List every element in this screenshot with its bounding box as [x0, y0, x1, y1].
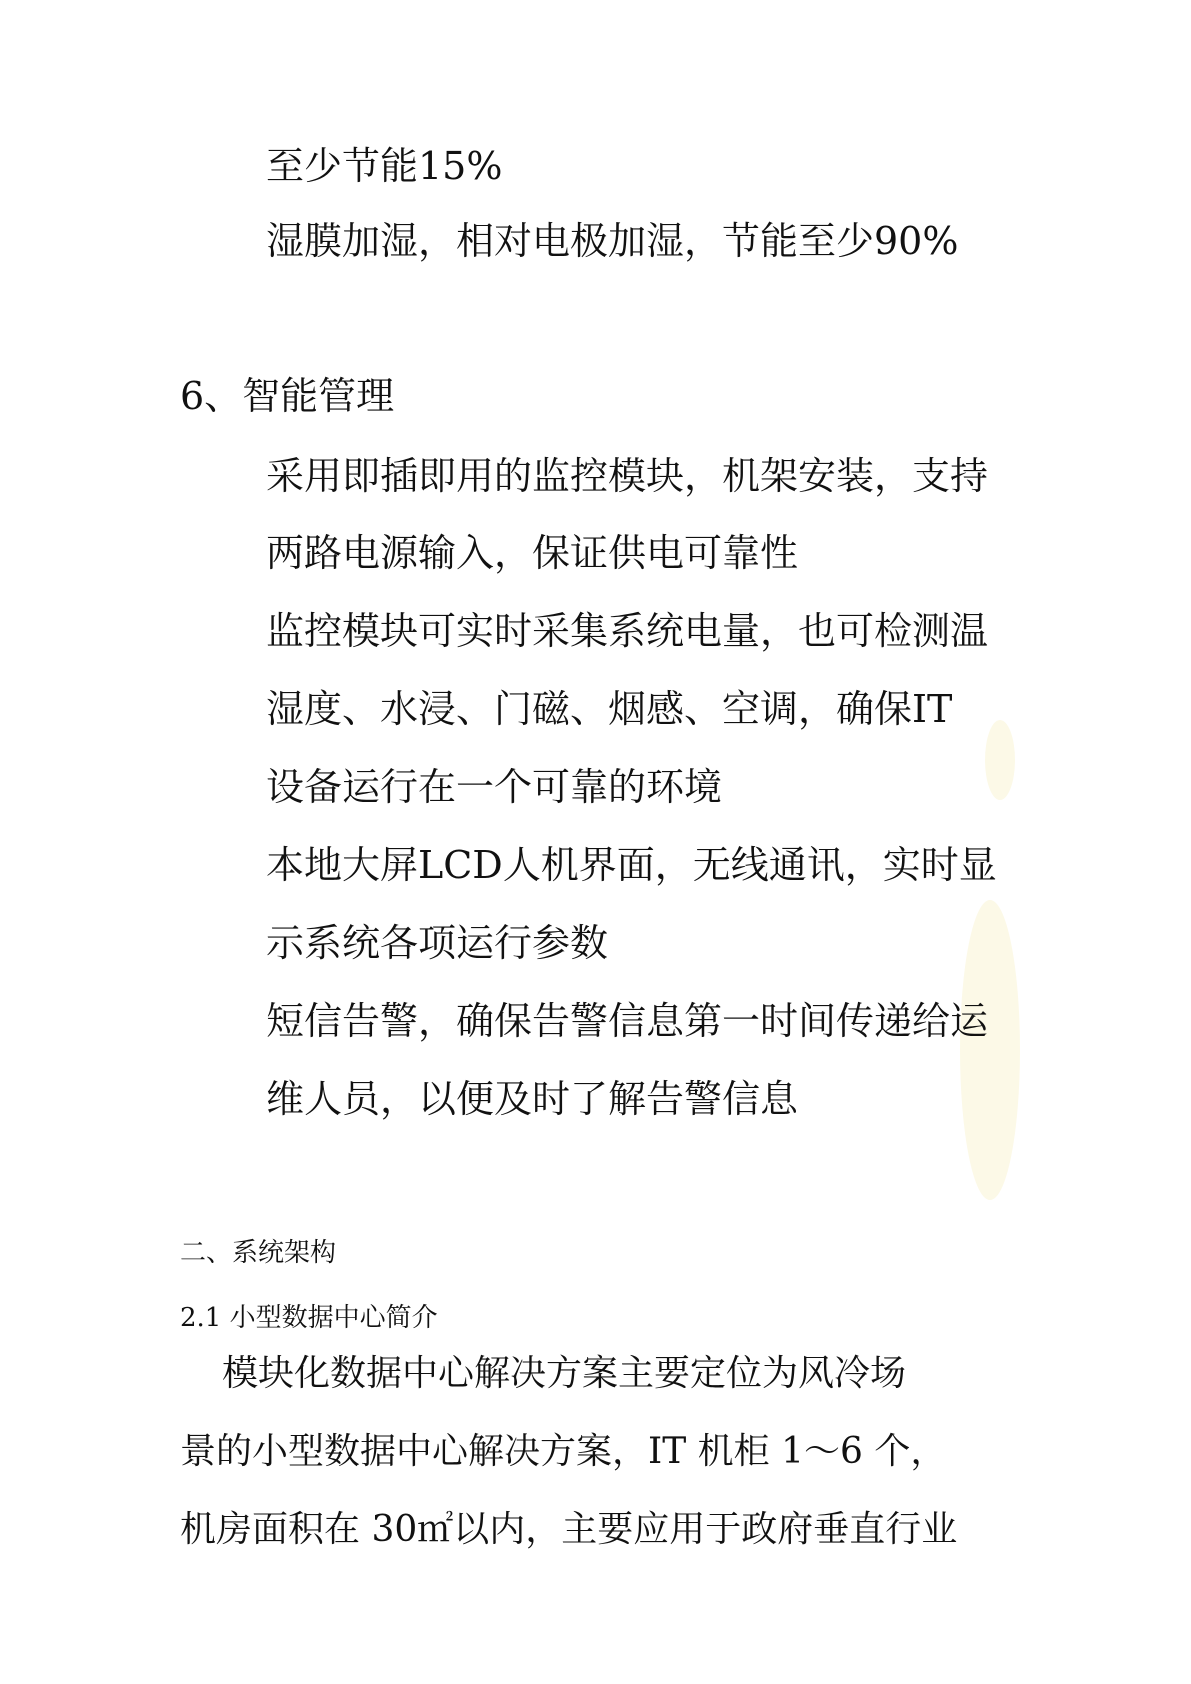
text-line: 湿度、水浸、门磁、烟感、空调，确保IT	[266, 687, 953, 731]
text-line: 湿膜加湿，相对电极加湿，节能至少90%	[266, 219, 959, 263]
chapter-heading: 二、系统架构	[180, 1238, 337, 1268]
paragraph-line: 机房面积在 30㎡以内，主要应用于政府垂直行业	[180, 1509, 958, 1550]
text-line: 示系统各项运行参数	[266, 921, 609, 965]
section-heading: 6、智能管理	[180, 374, 395, 418]
background-stain	[960, 900, 1020, 1200]
text-line: 采用即插即用的监控模块，机架安装，支持	[266, 454, 989, 498]
text-line: 至少节能15%	[266, 144, 503, 188]
subsection-heading: 2.1 小型数据中心简介	[180, 1303, 438, 1333]
text-line: 两路电源输入，保证供电可靠性	[266, 531, 799, 575]
text-line: 设备运行在一个可靠的环境	[266, 765, 723, 809]
paragraph-line: 模块化数据中心解决方案主要定位为风冷场	[222, 1353, 907, 1394]
paragraph-line: 景的小型数据中心解决方案，IT 机柜 1～6 个，	[180, 1431, 947, 1472]
text-line: 本地大屏LCD人机界面，无线通讯，实时显	[266, 843, 997, 887]
text-line: 维人员，以便及时了解告警信息	[266, 1077, 799, 1121]
text-line: 监控模块可实时采集系统电量，也可检测温	[266, 609, 989, 653]
background-stain	[985, 720, 1015, 800]
text-line: 短信告警，确保告警信息第一时间传递给运	[266, 999, 989, 1043]
